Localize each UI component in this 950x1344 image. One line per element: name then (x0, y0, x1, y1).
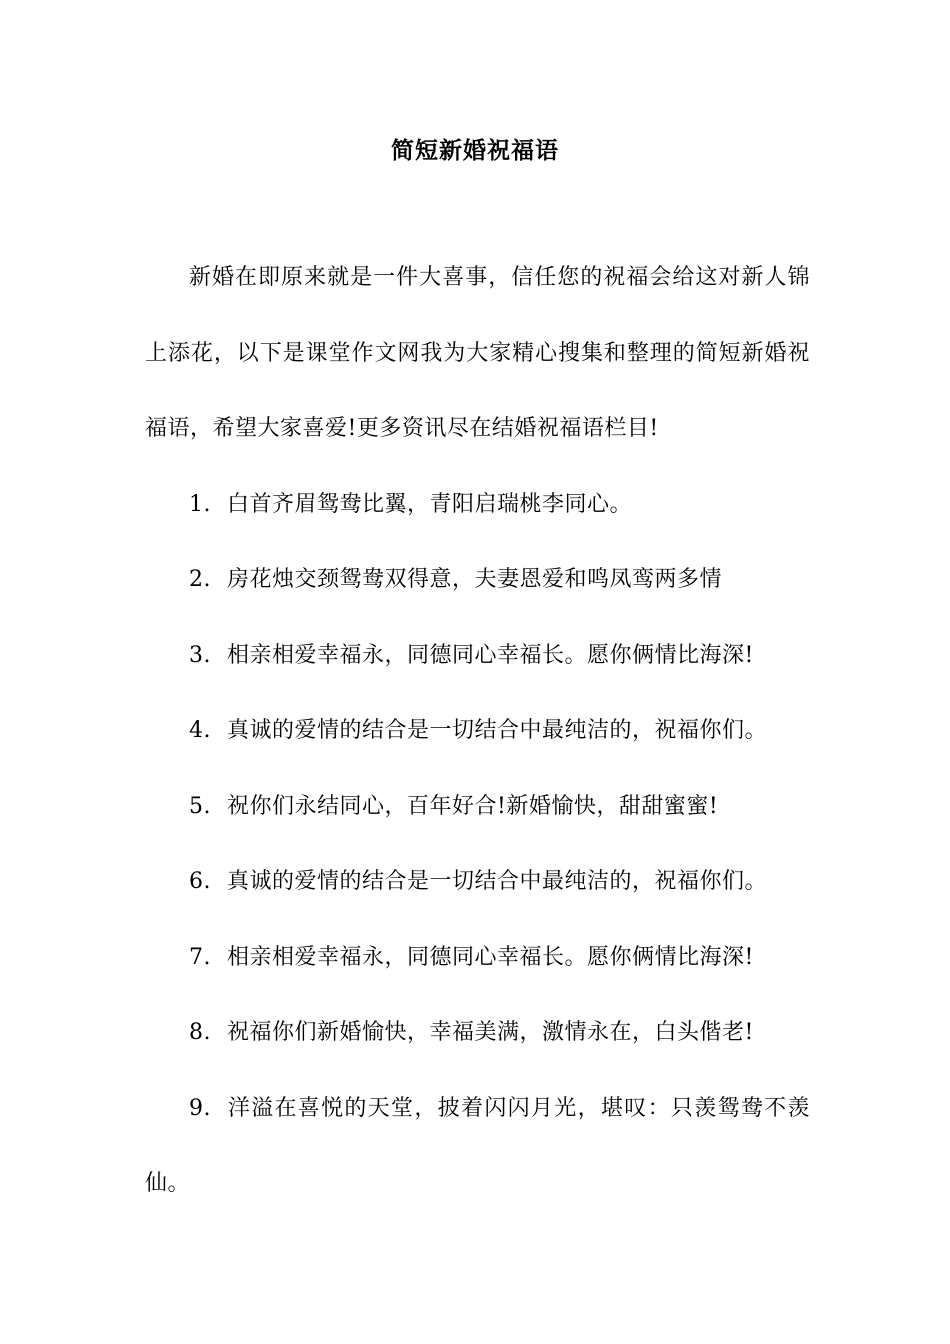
list-item-text: 祝福你们新婚愉快，幸福美满，激情永在，白头偕老! (227, 1020, 754, 1045)
list-item-5 (145, 769, 810, 845)
list-item-number: 3. (189, 642, 211, 668)
document-title: 简短新婚祝福语 (391, 137, 559, 164)
list-item-number: 2. (189, 567, 211, 592)
list-item-number: 8. (189, 1020, 211, 1045)
list-item-3 (145, 618, 810, 694)
list-item-number: 9. (189, 1095, 211, 1121)
list-item-number: 7. (189, 944, 211, 970)
list-item-text: 相亲相爱幸福永，同德同心幸福长。愿你俩情比海深! (227, 642, 754, 668)
list-item-number: 5. (189, 793, 211, 819)
list-item-number: 4. (189, 718, 211, 743)
list-item-text: 真诚的爱情的结合是一切结合中最纯洁的，祝福你们。 (227, 718, 768, 743)
document-body (145, 240, 810, 1222)
list-item-text: 祝你们永结同心，百年好合!新婚愉快，甜甜蜜蜜! (227, 793, 719, 819)
list-item-text: 洋溢在喜悦的天堂，披着闪闪月光，堪叹：只羡鸳鸯不羡仙。 (145, 1095, 810, 1196)
list-item-number: 1. (189, 491, 211, 517)
list-item-2 (145, 542, 810, 618)
list-item-6 (145, 844, 810, 920)
list-item-9 (145, 1071, 810, 1222)
list-item-number: 6. (189, 869, 211, 894)
list-item-8 (145, 995, 810, 1071)
list-item-4 (145, 693, 810, 769)
list-item-1 (145, 467, 810, 543)
list-item-text: 房花烛交颈鸳鸯双得意，夫妻恩爱和鸣凤鸾两多情 (227, 567, 723, 592)
intro-paragraph: 新婚在即原来就是一件大喜事，信任您的祝福会给这对新人锦上添花，以下是课堂作文网我为大家精心搜集和整理的简短新婚祝福语，希望大家喜爱!更多资讯尽在结婚祝福语栏目! (145, 265, 810, 441)
list-item-7 (145, 920, 810, 996)
list-item-text: 相亲相爱幸福永，同德同心幸福长。愿你俩情比海深! (227, 944, 754, 970)
list-item-text: 真诚的爱情的结合是一切结合中最纯洁的，祝福你们。 (227, 869, 768, 894)
list-item-text: 白首齐眉鸳鸯比翼，青阳启瑞桃李同心。 (227, 491, 633, 517)
